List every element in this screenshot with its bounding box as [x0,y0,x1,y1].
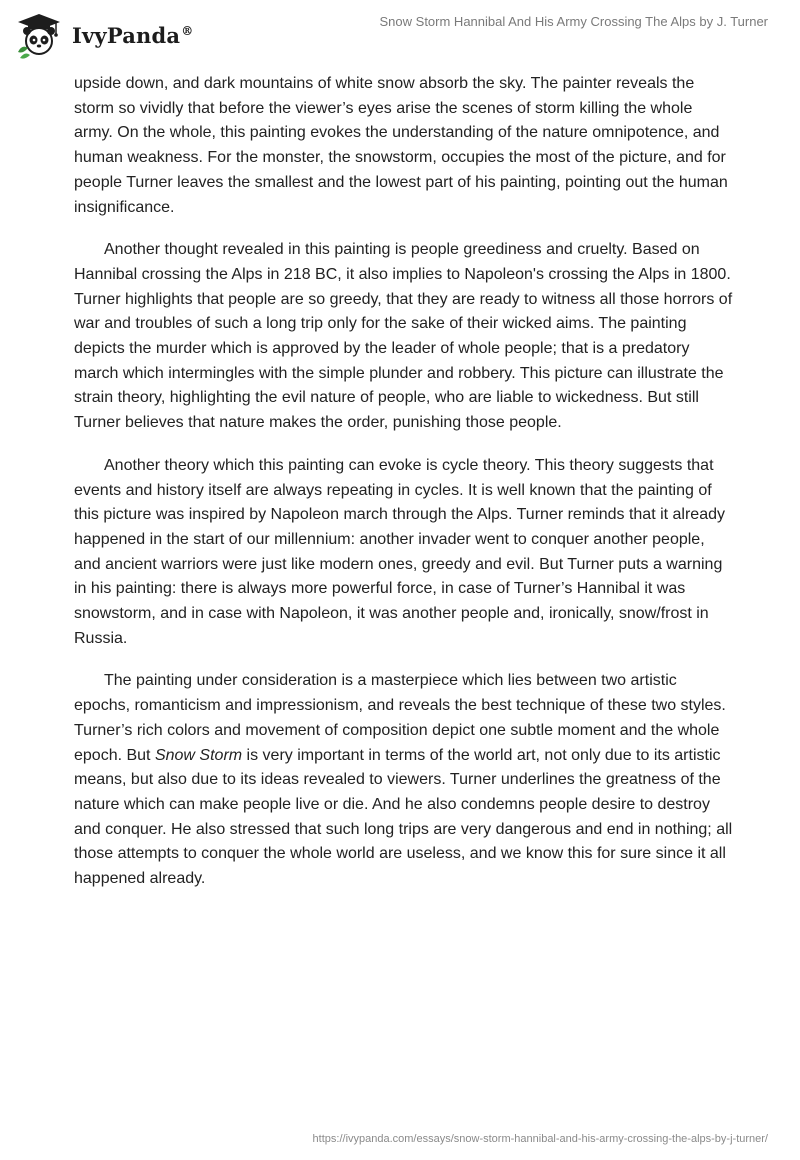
paragraph-3: Another theory which this painting can evoke is cycle theory. This theory suggests that events and history itself are always repeating in cycles. It is well known that the painting of this picture was inspired by Napoleon march through the Alps. Turner reminds that it already happened in the start of our millennium: another invader went to conquer another people, and ancient warriors were just like modern ones, greedy and evil. But Turner puts a warning in his painting: there is always more powerful force, in case of Turner’s Hannibal it was snowstorm, and in case with Napoleon, it was another people and, ironically, snow/frost in Russia. [74,456,725,647]
source-url-link[interactable]: https://ivypanda.com/essays/snow-storm-hannibal-and-his-army-crossing-the-alps-by-j-turner/ [312,1133,768,1145]
essay-body [74,72,734,910]
paragraph-2: Another thought revealed in this painting is people greediness and cruelty. Based on Hannibal crossing the Alps in 218 BC, it also implies to Napoleon's crossing the Alps in 1800. Turner highlights that people are so greedy, that they are ready to witness all those horrors of war and troubles of such a long trip only for the sake of their wicked aims. The painting depicts the murder which is approved by the leader of whole people; that is a predatory march which intermingles with the simple plunder and robbery. This picture can illustrate the strain theory, highlighting the evil nature of people, who are liable to wickedness. But still Turner believes that nature makes the order, punishing those people. [74,241,733,432]
painting-title-italic: Snow Storm [154,746,243,764]
paragraph-4 [74,669,734,891]
paragraph-4-text-start: The painting under consideration is a masterpiece which lies between two artistic epochs, romanticism and impressionism, and reveals the best technique of these two styles. Turner’s rich colors and movement of composition depict one subtle moment and the whole epoch. But [74,672,726,764]
panda-graduate-logo-icon [14,10,64,60]
page-header [0,0,800,70]
document-title: Snow Storm Hannibal And His Army Crossing The Alps by J. Turner [379,14,768,29]
logo-wordmark: IvyPanda® [72,22,194,48]
paragraph-4-text-end: is very important in terms of the world art, not only due to its artistic means, but also due to its ideas revealed to viewers. Turner underlines the greatness of the nature which can make people live or die. And he also condemns people desire to destroy and conquer. He also stressed that such long trips are very dangerous and end in nothing; all those attempts to conquer the whole world are useless, and we know this for sure since it all happened already. [74,746,733,888]
paragraph-1: upside down, and dark mountains of white snow absorb the sky. The painter reveals the storm so vividly that before the viewer’s eyes arise the scenes of storm killing the whole army. On the whole, this painting evokes the understanding of the nature omnipotence, and human weakness. For the monster, the snowstorm, occupies the most of the picture, and for people Turner leaves the smallest and the lowest part of his painting, pointing out the human insignificance. [74,75,728,216]
ivypanda-logo[interactable] [14,10,193,60]
